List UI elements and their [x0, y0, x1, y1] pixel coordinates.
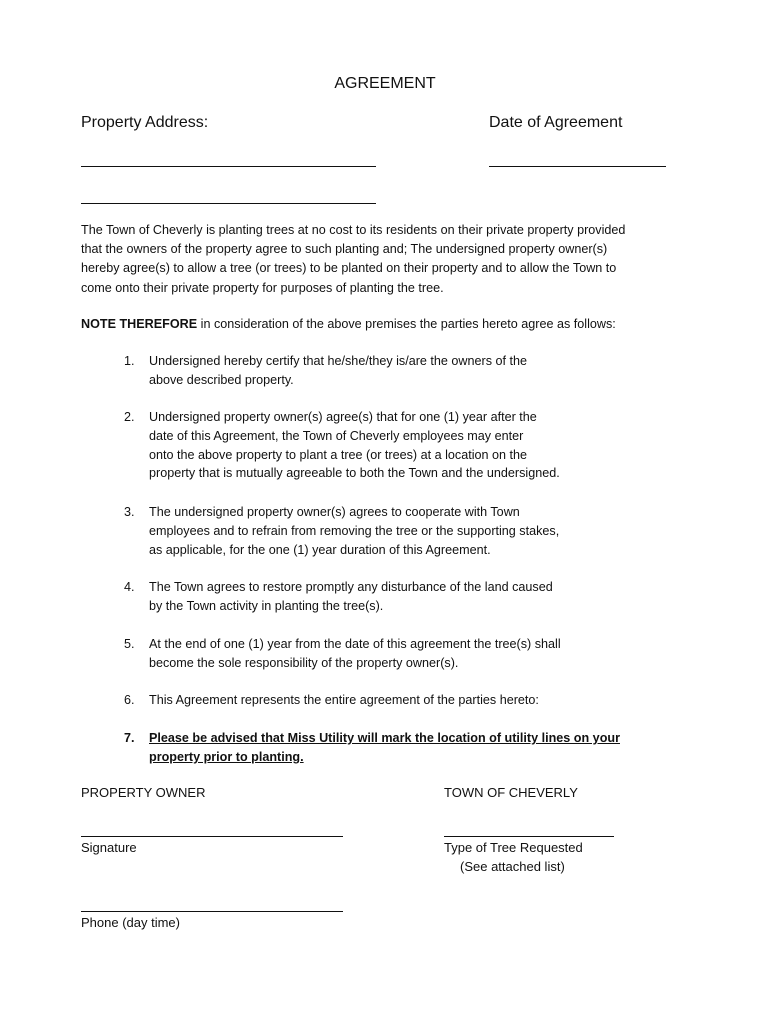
- date-of-agreement-line[interactable]: [489, 166, 666, 167]
- town-of-cheverly-label: TOWN OF CHEVERLY: [444, 785, 578, 800]
- item-line: The undersigned property owner(s) agrees to cooperate with Town: [149, 505, 520, 519]
- phone-label: Phone (day time): [81, 915, 180, 930]
- note-bold-label: NOTE THEREFORE: [81, 317, 198, 331]
- item-line: Undersigned property owner(s) agree(s) that for one (1) year after the: [149, 410, 537, 424]
- signature-line[interactable]: [81, 836, 343, 837]
- phone-line[interactable]: [81, 911, 343, 912]
- document-title: AGREEMENT: [334, 75, 436, 92]
- item-line: The Town agrees to restore promptly any disturbance of the land caused: [149, 580, 553, 594]
- item-line: become the sole responsibility of the property owner(s).: [149, 655, 459, 670]
- item-line: date of this Agreement, the Town of Cheverly employees may enter: [149, 428, 524, 443]
- item-number: 7.: [124, 731, 135, 745]
- item-line: property prior to planting.: [149, 749, 304, 764]
- item-number: 1.: [124, 354, 135, 368]
- intro-line: come onto their private property for purposes of planting the tree.: [81, 280, 444, 295]
- tree-type-line[interactable]: [444, 836, 614, 837]
- item-line: At the end of one (1) year from the date of this agreement the tree(s) shall: [149, 637, 561, 651]
- item-line: Undersigned hereby certify that he/she/they is/are the owners of the: [149, 354, 528, 368]
- note-paragraph: [81, 315, 691, 334]
- intro-paragraph: [81, 221, 691, 298]
- intro-line: The Town of Cheverly is planting trees at no cost to its residents on their private property provided: [81, 223, 626, 237]
- item-number: 3.: [124, 505, 135, 519]
- attached-list-note: (See attached list): [460, 859, 565, 874]
- item-line: as applicable, for the one (1) year duration of this Agreement.: [149, 542, 491, 557]
- date-of-agreement-label: Date of Agreement: [489, 114, 623, 131]
- item-number: 5.: [124, 637, 135, 651]
- item-line: above described property.: [149, 372, 294, 387]
- intro-line: hereby agree(s) to allow a tree (or trees) to be planted on their property and to allow the Town to: [81, 261, 617, 276]
- item-line: Please be advised that Miss Utility will mark the location of utility lines on your: [149, 731, 620, 745]
- signature-label: Signature: [81, 840, 137, 855]
- item-line: This Agreement represents the entire agreement of the parties hereto:: [149, 693, 539, 707]
- item-number: 6.: [124, 693, 135, 707]
- property-owner-label: PROPERTY OWNER: [81, 785, 206, 800]
- intro-line: that the owners of the property agree to such planting and; The undersigned property owner(s): [81, 242, 608, 257]
- item-line: by the Town activity in planting the tree(s).: [149, 598, 384, 613]
- item-number: 2.: [124, 410, 135, 424]
- item-line: property that is mutually agreeable to both the Town and the undersigned.: [149, 466, 560, 481]
- item-number: 4.: [124, 580, 135, 594]
- property-address-label: Property Address:: [81, 114, 209, 131]
- property-address-line-2[interactable]: [81, 203, 376, 204]
- property-address-line-1[interactable]: [81, 166, 376, 167]
- item-line: onto the above property to plant a tree (or trees) at a location on the: [149, 447, 528, 462]
- note-text: in consideration of the above premises the parties hereto agree as follows:: [197, 317, 616, 331]
- tree-type-label: Type of Tree Requested: [444, 840, 583, 855]
- item-line: employees and to refrain from removing the tree or the supporting stakes,: [149, 523, 560, 538]
